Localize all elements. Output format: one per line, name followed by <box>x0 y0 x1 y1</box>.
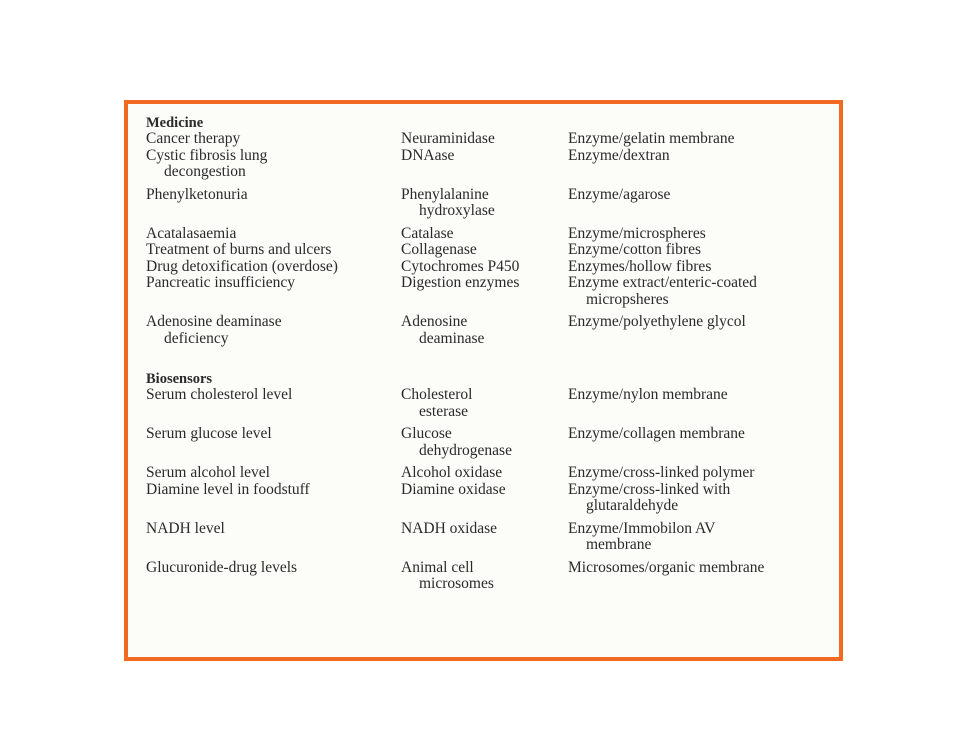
application-cell <box>146 314 401 347</box>
enzyme-cell <box>401 226 568 243</box>
support-cell <box>568 242 838 259</box>
cell-line: Adenosine deaminase <box>146 313 282 330</box>
table-row <box>146 387 838 420</box>
cell-line: Serum glucose level <box>146 425 272 442</box>
enzyme-cell <box>401 482 568 515</box>
cell-line: Adenosine <box>401 313 468 330</box>
application-cell <box>146 131 401 148</box>
table-row <box>146 465 838 482</box>
application-cell <box>146 275 401 308</box>
cell-line: Serum cholesterol level <box>146 386 293 403</box>
cell-line: decongestion <box>164 163 246 180</box>
table-row <box>146 560 838 593</box>
support-cell <box>568 387 838 420</box>
cell-line: Glucuronide-drug levels <box>146 558 298 576</box>
table-row <box>146 521 838 554</box>
application-cell <box>146 482 401 515</box>
table-row <box>146 259 838 276</box>
support-cell <box>568 482 838 515</box>
cell-line: Phenylalanine <box>401 185 489 203</box>
enzyme-cell <box>401 259 568 276</box>
enzyme-cell <box>401 131 568 148</box>
enzyme-cell <box>401 387 568 420</box>
enzyme-cell <box>401 242 568 259</box>
enzyme-cell <box>401 187 568 220</box>
cell-line: Enzyme/cotton fibres <box>568 241 701 258</box>
cell-line: Alcohol oxidase <box>401 464 503 481</box>
table-row <box>146 242 838 259</box>
enzyme-cell <box>401 560 568 593</box>
cell-line: Cytochromes P450 <box>401 257 520 275</box>
cell-line: Enzyme/agarose <box>568 185 671 203</box>
cell-line: Enzyme/microspheres <box>568 224 706 242</box>
cell-line: micropsheres <box>586 290 669 308</box>
cell-line: Cholesterol <box>401 386 473 403</box>
cell-line: Enzyme/cross-linked with <box>568 480 731 498</box>
section-title: Biosensors <box>146 371 213 387</box>
support-cell <box>568 314 838 347</box>
cell-line: Catalase <box>401 224 454 242</box>
cell-line: glutaraldehyde <box>586 497 679 514</box>
table-row <box>146 426 838 459</box>
cell-line: microsomes <box>419 575 494 592</box>
cell-line: Enzyme/collagen membrane <box>568 425 745 442</box>
cell-line: Treatment of burns and ulcers <box>146 241 332 258</box>
cell-line: Cystic fibrosis lung <box>146 146 268 164</box>
cell-line: Collagenase <box>401 241 477 258</box>
cell-line: deficiency <box>164 329 229 347</box>
cell-line: Enzyme/cross-linked polymer <box>568 464 755 481</box>
table-row <box>146 148 838 181</box>
cell-line: membrane <box>586 536 652 553</box>
cell-line: Enzyme/Immobilon AV <box>568 519 716 537</box>
application-cell <box>146 187 401 220</box>
support-cell <box>568 275 838 308</box>
application-cell <box>146 521 401 554</box>
section-spacer <box>146 353 838 372</box>
support-cell <box>568 521 838 554</box>
cell-line: Enzyme/gelatin membrane <box>568 130 735 147</box>
application-cell <box>146 259 401 276</box>
cell-line: deaminase <box>419 329 485 347</box>
application-cell <box>146 465 401 482</box>
support-cell <box>568 226 838 243</box>
table-row <box>146 314 838 347</box>
applications-table <box>146 116 838 599</box>
enzyme-cell <box>401 314 568 347</box>
table-row <box>146 131 838 148</box>
support-cell <box>568 259 838 276</box>
table-row <box>146 226 838 243</box>
cell-line: Phenylketonuria <box>146 185 248 203</box>
enzyme-cell <box>401 426 568 459</box>
application-cell <box>146 560 401 593</box>
enzyme-cell <box>401 465 568 482</box>
cell-line: esterase <box>419 402 469 420</box>
support-cell <box>568 560 838 593</box>
cell-line: dehydrogenase <box>419 441 512 459</box>
cell-line: Pancreatic insufficiency <box>146 274 296 291</box>
cell-line: Glucose <box>401 425 452 442</box>
cell-line: Digestion enzymes <box>401 274 520 291</box>
application-cell <box>146 387 401 420</box>
table-frame <box>124 100 843 661</box>
application-cell <box>146 226 401 243</box>
cell-line: Microsomes/organic membrane <box>568 558 765 576</box>
cell-line: Enzymes/hollow fibres <box>568 257 712 275</box>
section-title: Medicine <box>146 115 204 131</box>
table-row <box>146 275 838 308</box>
cell-line: Diamine level in foodstuff <box>146 480 310 498</box>
support-cell <box>568 465 838 482</box>
table-row <box>146 187 838 220</box>
application-cell <box>146 148 401 181</box>
cell-line: Enzyme/dextran <box>568 146 670 164</box>
support-cell <box>568 148 838 181</box>
application-cell <box>146 242 401 259</box>
cell-line: DNAase <box>401 146 455 164</box>
cell-line: hydroxylase <box>419 202 495 219</box>
cell-line: Animal cell <box>401 558 474 576</box>
cell-line: Acatalasaemia <box>146 224 237 242</box>
support-cell <box>568 131 838 148</box>
support-cell <box>568 187 838 220</box>
cell-line: Diamine oxidase <box>401 480 506 498</box>
support-cell <box>568 426 838 459</box>
cell-line: Enzyme/nylon membrane <box>568 386 728 403</box>
enzyme-cell <box>401 521 568 554</box>
cell-line: Serum alcohol level <box>146 464 270 481</box>
enzyme-cell <box>401 148 568 181</box>
cell-line: Neuraminidase <box>401 130 495 147</box>
cell-line: NADH level <box>146 519 225 537</box>
application-cell <box>146 426 401 459</box>
cell-line: Drug detoxification (overdose) <box>146 257 338 275</box>
enzyme-cell <box>401 275 568 308</box>
cell-line: NADH oxidase <box>401 519 497 537</box>
cell-line: Enzyme/polyethylene glycol <box>568 313 746 330</box>
cell-line: Cancer therapy <box>146 130 241 147</box>
cell-line: Enzyme extract/enteric-coated <box>568 274 757 291</box>
table-row <box>146 482 838 515</box>
